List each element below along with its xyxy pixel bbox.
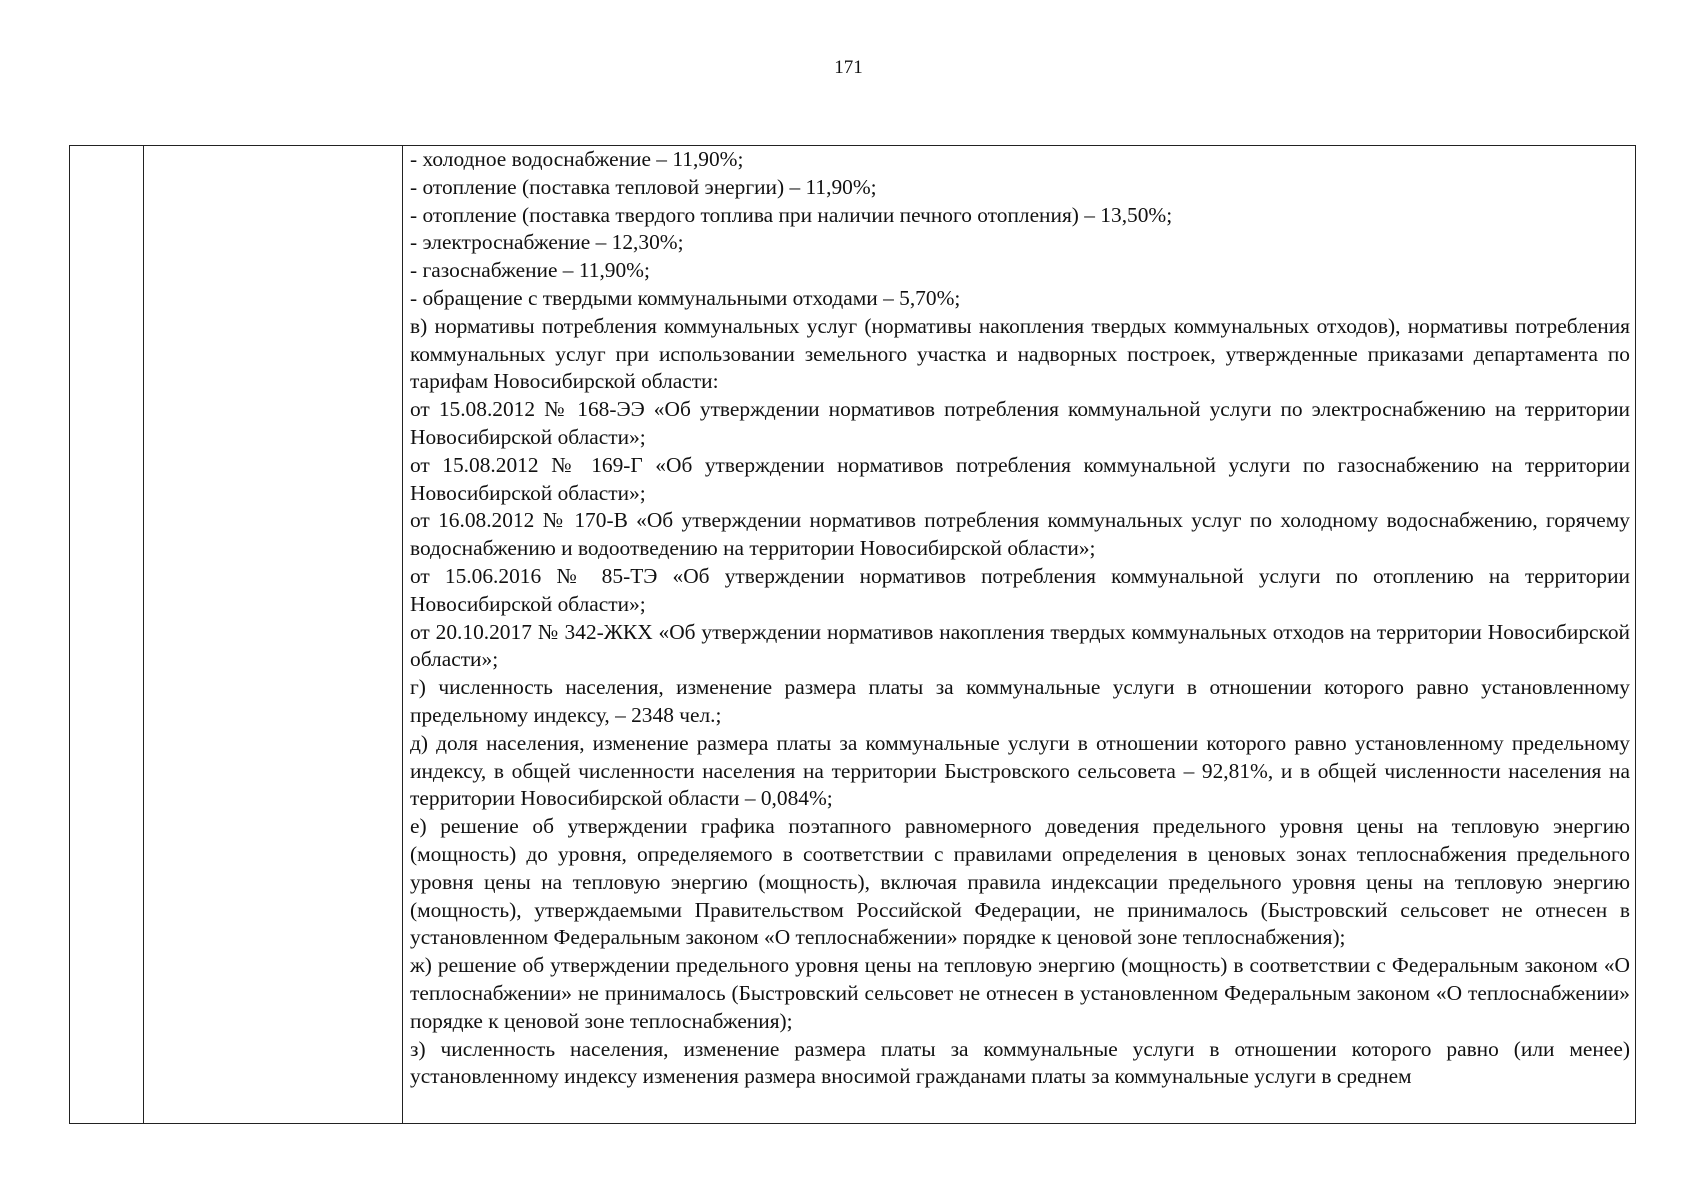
list-item-solid-waste: - обращение с твердыми коммунальными отходами – 5,70%; [410,285,961,310]
order-168-ee: от 15.08.2012 № 168-ЭЭ «Об утверждении нормативов потребления коммунальной услуги по электроснабжению на территории Новосибирской области»; [410,397,1630,449]
list-item-heating-solid-fuel: - отопление (поставка твердого топлива при наличии печного отопления) – 13,50%; [410,202,1173,227]
paragraph-item-g: г) численность населения, изменение размера платы за коммунальные услуги в отношении которого равно установленному предельному индексу, – 2348 чел.; [410,675,1630,727]
list-item-cold-water: - холодное водоснабжение – 11,90%; [410,147,744,171]
order-342-zhkh: от 20.10.2017 № 342-ЖКХ «Об утверждении нормативов накопления твердых коммунальных отходов на территории Новосибирской области»; [410,619,1630,672]
paragraph-item-d: д) доля населения, изменение размера платы за коммунальные услуги в отношении которого равно установленному предельному индексу, в общей численности населения на территории Быстровского сельсовета – 92,81%, и в общей численности населения на территории Новосибирской области – 0,084%; [410,730,1630,811]
list-item-electricity: - электроснабжение – 12,30%; [410,230,684,255]
order-169-g: от 15.08.2012 № 169-Г «Об утверждении нормативов потребления коммунальной услуги по газоснабжению на территории Новосибирской области»; [410,452,1630,505]
table-cell-content [403,146,1635,1123]
paragraph-item-v: в) нормативы потребления коммунальных услуг (нормативы накопления твердых коммунальных отходов), нормативы потребления коммунальных услуг при использовании земельного участка и надворных построек, утвержденные приказами департамента по тарифам Новосибирской области: [410,313,1630,394]
list-item-heating-thermal: - отопление (поставка тепловой энергии) – 11,90%; [410,174,877,199]
paragraph-item-z: з) численность населения, изменение размера платы за коммунальные услуги в отношении которого равно (или менее) установленному индексу изменения размера вносимой гражданами платы за коммунальные услуги в среднем [410,1036,1630,1089]
document-table [69,145,1636,1124]
cell-text [410,146,1630,1091]
paragraph-item-zh: ж) решение об утверждении предельного уровня цены на тепловую энергию (мощность) в соответствии с Федеральным законом «О теплоснабжении» не принималось (Быстровский сельсовет не отнесен в установленном Федеральным законом «О теплоснабжении» порядке к ценовой зоне теплоснабжения); [410,953,1630,1033]
order-170-v: от 16.08.2012 № 170-В «Об утверждении нормативов потребления коммунальных услуг по холодному водоснабжению, горячему водоснабжению и водоотведению на территории Новосибирской области»; [410,508,1630,561]
paragraph-item-e: е) решение об утверждении графика поэтапного равномерного доведения предельного уровня цены на тепловую энергию (мощность) до уровня, определяемого в соответствии с правилами определения в ценовых зонах теплоснабжения предельного уровня цены на тепловую энергию (мощность), включая правила индексации предельного уровня цены на тепловую энергию (мощность), утверждаемыми Правительством Российской Федерации, не принималось (Быстровский сельсовет не отнесен в установленном Федеральным законом «О теплоснабжении» порядке к ценовой зоне теплоснабжения); [410,814,1630,950]
table-cell-name [144,146,403,1123]
list-item-gas: - газоснабжение – 11,90%; [410,258,650,283]
page-number: 171 [834,57,863,78]
table-cell-number [70,146,144,1123]
order-85-te: от 15.06.2016 № 85-ТЭ «Об утверждении нормативов потребления коммунальной услуги по отоплению на территории Новосибирской области»; [410,563,1630,616]
